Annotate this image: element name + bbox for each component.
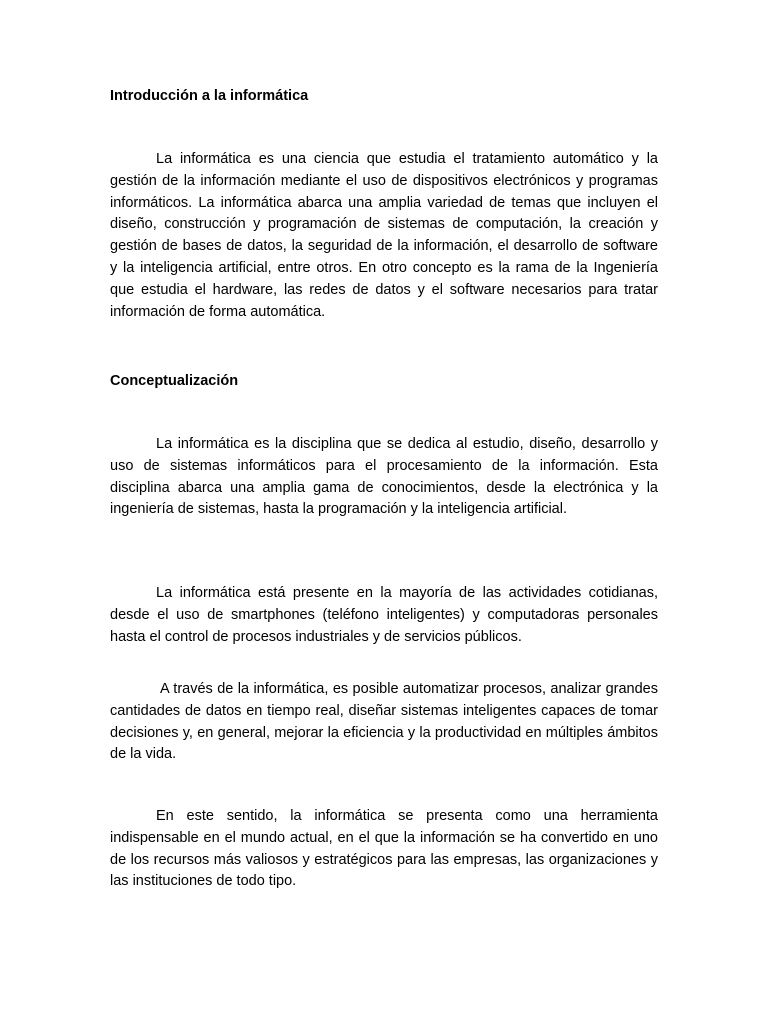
heading-introduccion: Introducción a la informática [110, 88, 309, 104]
paragraph-introduccion: La informática es una ciencia que estudia el tratamiento automático y la gestión de la información mediante el uso de dispositivos electrónicos y programas informáticos. La informática abarca una amplia variedad de temas que incluyen el diseño, construcción y programación de sistemas de computación, la creación y gestión de bases de datos, la seguridad de la información, el desarrollo de software y la inteligencia artificial, entre otros. En otro concepto es la rama de la Ingeniería que estudia el hardware, las redes de datos y el software necesarios para tratar información de forma automática. [110, 151, 658, 320]
paragraph-conceptualizacion-1: La informática es la disciplina que se dedica al estudio, diseño, desarrollo y uso de sistemas informáticos para el procesamiento de la información. Esta disciplina abarca una amplia gama de conocimientos, desde la electrónica y la ingeniería de sistemas, hasta la programación y la inteligencia artificial. [110, 436, 658, 518]
paragraph-conceptualizacion-4: En este sentido, la informática se presenta como una herramienta indispensable en el mundo actual, en el que la información se ha convertido en uno de los recursos más valiosos y estratégicos para las empresas, las organizaciones y las instituciones de todo tipo. [110, 808, 658, 890]
paragraph-conceptualizacion-3: A través de la informática, es posible automatizar procesos, analizar grandes cantidades de datos en tiempo real, diseñar sistemas inteligentes capaces de tomar decisiones y, en general, mejorar la eficiencia y la productividad en múltiples ámbitos de la vida. [110, 681, 658, 763]
heading-conceptualizacion: Conceptualización [110, 373, 239, 389]
paragraph-conceptualizacion-2: La informática está presente en la mayoría de las actividades cotidianas, desde el uso de smartphones (teléfono inteligentes) y computadoras personales hasta el control de procesos industriales y de servicios públicos. [110, 585, 658, 645]
